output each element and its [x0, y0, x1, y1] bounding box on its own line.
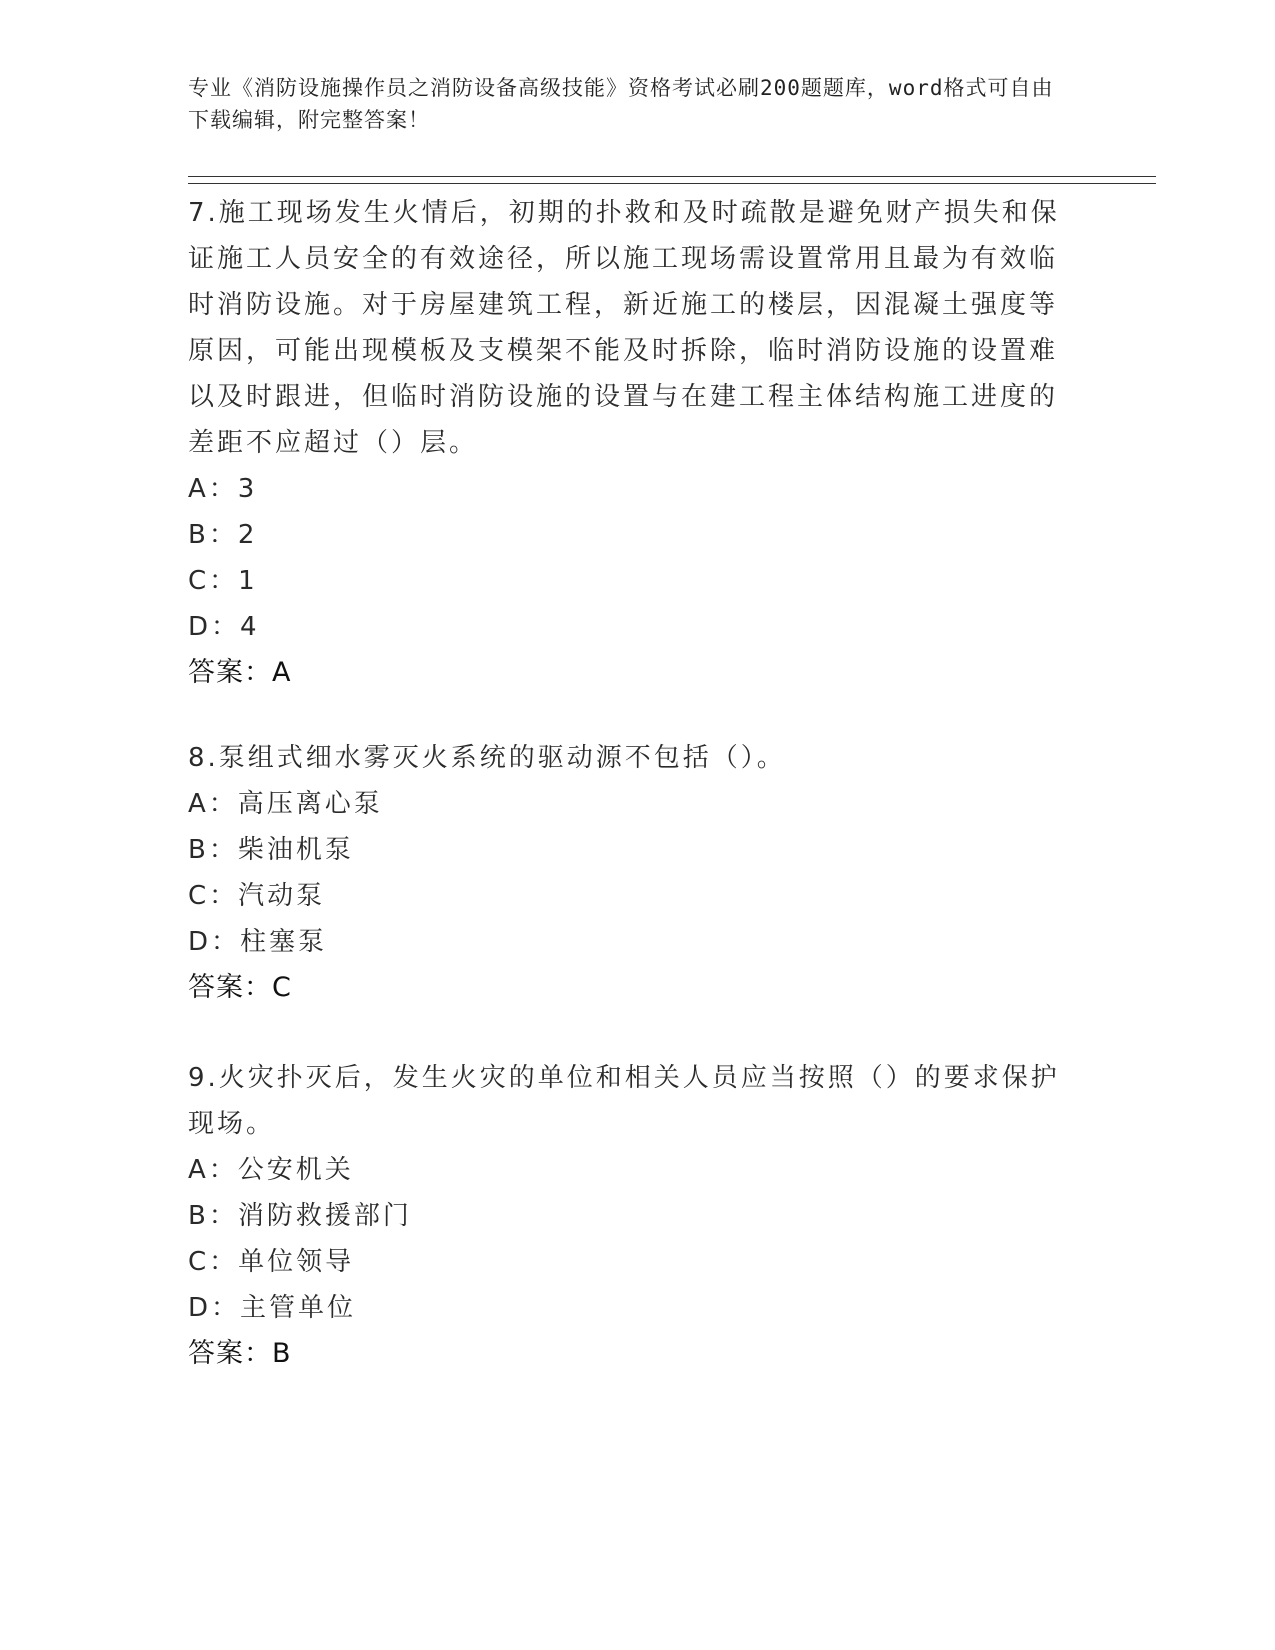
header-divider-top: [188, 176, 1156, 177]
question-stem: 7.施工现场发生火情后，初期的扑救和及时疏散是避免财产损失和保证施工人员安全的有效途径，所以施工现场需设置常用且最为有效临时消防设施。对于房屋建筑工程，新近施工的楼层，因混凝土强度等原因，可能出现模板及支模架不能及时拆除，临时消防设施的设置难以及时跟进，但临时消防设施的设置与在建工程主体结构施工进度的差距不应超过（）层。: [188, 198, 1060, 458]
answer-line: 答案：B: [188, 1338, 292, 1369]
option-d: D：柱塞泵: [188, 927, 328, 957]
document-intro: 专业《消防设施操作员之消防设备高级技能》资格考试必刷200题题库，word格式可自由下载编辑，附完整答案！: [188, 76, 1054, 132]
question-9: [188, 1055, 1068, 1377]
option-a: A：高压离心泵: [188, 789, 383, 819]
option-d: D：主管单位: [188, 1293, 357, 1323]
question-stem: 9.火灾扑灭后，发生火灾的单位和相关人员应当按照（）的要求保护现场。: [188, 1063, 1060, 1139]
option-b: B：消防救援部门: [188, 1201, 412, 1231]
option-d: D：4: [188, 612, 260, 642]
question-7: [188, 190, 1068, 696]
answer-line: 答案：A: [188, 657, 292, 688]
question-8: [188, 735, 1068, 1011]
option-c: C：单位领导: [188, 1247, 355, 1277]
option-a: A：公安机关: [188, 1155, 354, 1185]
option-a: A：3: [188, 474, 258, 504]
option-b: B：柴油机泵: [188, 835, 354, 865]
option-b: B：2: [188, 520, 258, 550]
option-c: C：汽动泵: [188, 881, 326, 911]
question-stem: 8.泵组式细水雾灭火系统的驱动源不包括（）。: [188, 743, 786, 773]
header-divider-bottom: [188, 183, 1156, 184]
option-c: C：1: [188, 566, 258, 596]
answer-line: 答案：C: [188, 972, 292, 1003]
